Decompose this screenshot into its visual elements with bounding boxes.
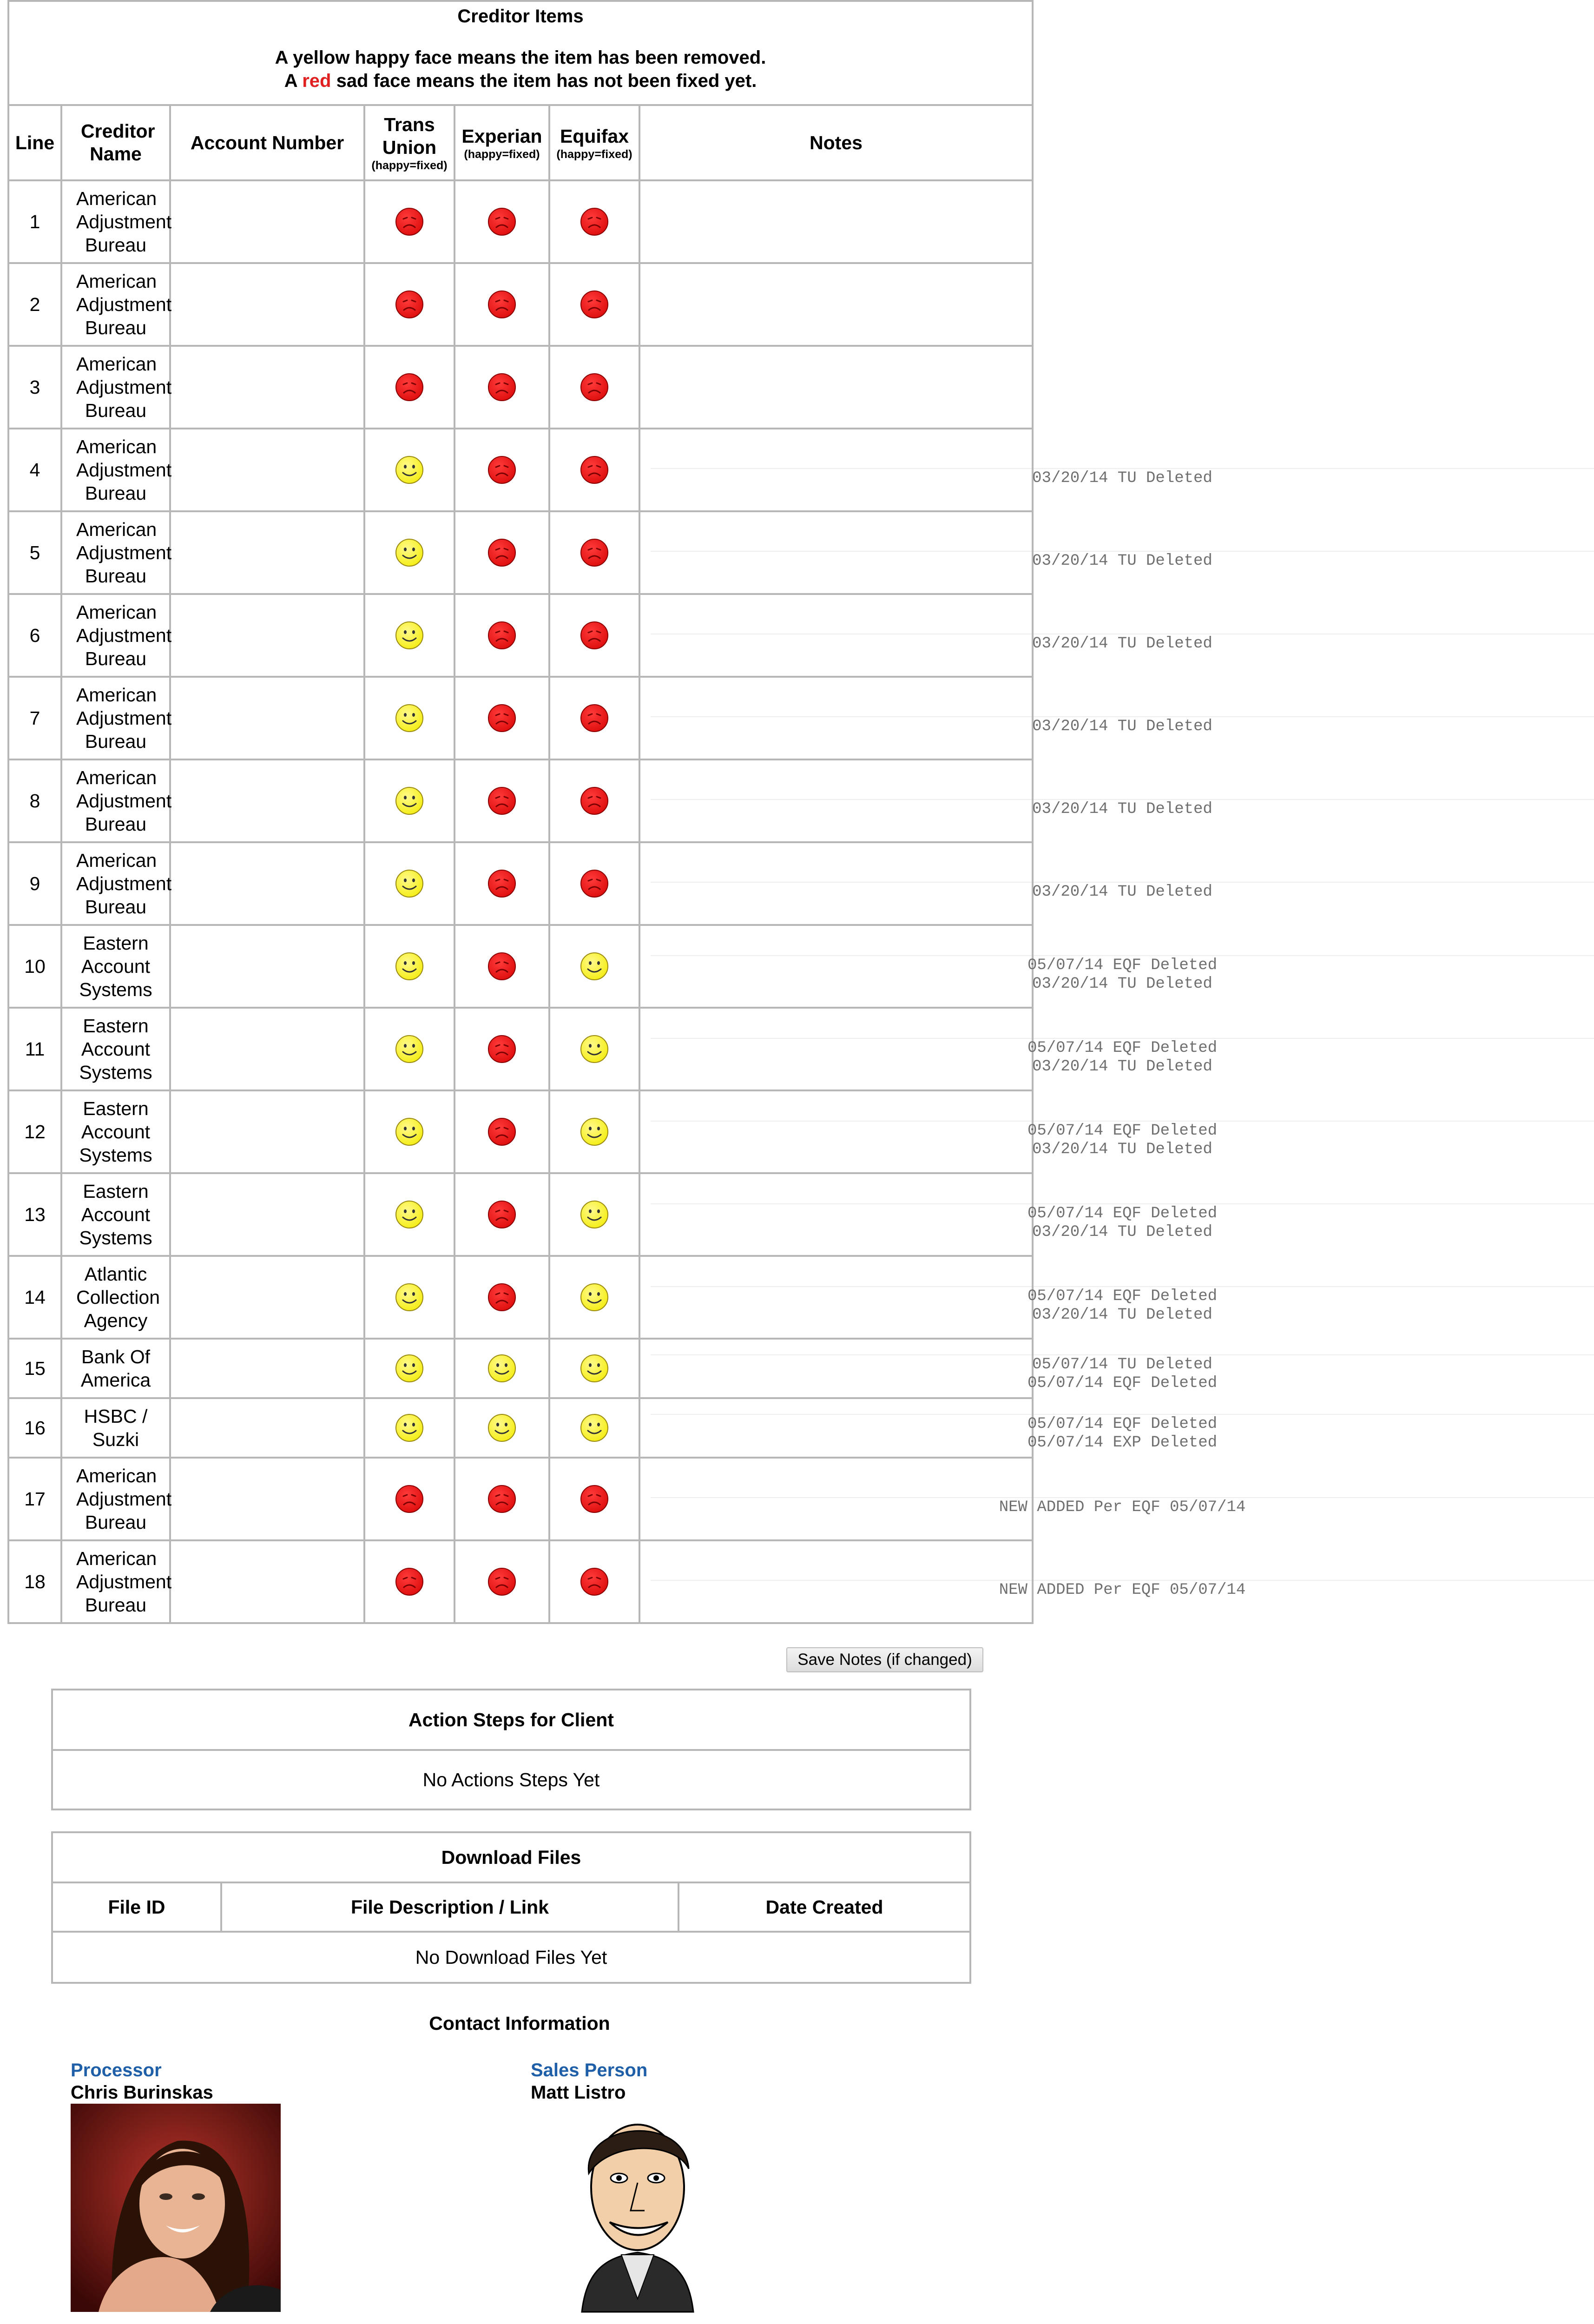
row-experian-status [454, 1090, 549, 1173]
happy-face-icon [395, 538, 424, 568]
row-creditor-name-text: American Adjustment Bureau [76, 684, 172, 752]
row-transunion-status [364, 346, 454, 429]
row-notes-textarea[interactable]: 05/07/14 EQF Deleted 03/20/14 TU Deleted [651, 1038, 1594, 1076]
row-equifax-status [549, 1008, 639, 1090]
row-creditor-name [61, 1090, 170, 1173]
sad-face-icon [487, 951, 517, 981]
row-equifax-status [549, 429, 639, 511]
row-notes-textarea[interactable]: 05/07/14 EQF Deleted 05/07/14 EXP Deleted [651, 1414, 1594, 1452]
happy-face-icon [580, 1282, 609, 1312]
happy-face-icon [487, 1413, 517, 1443]
happy-face-icon [395, 1282, 424, 1312]
row-notes-textarea[interactable]: 03/20/14 TU Deleted [651, 882, 1594, 901]
page-wrapper [7, 0, 1246, 1624]
row-experian-status [454, 1173, 549, 1256]
happy-face-icon [395, 786, 424, 816]
row-line-number: 6 [8, 594, 61, 677]
row-creditor-name-text: Atlantic Collection Agency [76, 1263, 160, 1331]
sad-face-icon [395, 207, 424, 237]
row-notes-cell [639, 594, 1212, 677]
row-notes-cell [639, 925, 1218, 1008]
row-transunion-status [364, 925, 454, 1008]
sad-face-icon [580, 207, 609, 237]
row-line-number: 4 [8, 429, 61, 511]
row-creditor-name [61, 1008, 170, 1090]
happy-face-icon [395, 1200, 424, 1229]
row-experian-status [454, 1458, 549, 1540]
row-equifax-status [549, 263, 639, 346]
sad-face-icon [487, 786, 517, 816]
happy-face-icon [580, 1353, 609, 1383]
row-notes-cell [639, 511, 1212, 594]
happy-face-icon [395, 1034, 424, 1064]
row-account-number [170, 1458, 364, 1540]
row-equifax-status [549, 1398, 639, 1458]
header-notes: Notes [639, 105, 1033, 180]
row-transunion-status [364, 1090, 454, 1173]
row-account-number [170, 180, 364, 263]
row-transunion-status [364, 180, 454, 263]
happy-face-icon [395, 1413, 424, 1443]
header-creditor-name-text: Creditor Name [81, 120, 155, 165]
sad-face-icon [487, 538, 517, 568]
row-line-number: 1 [8, 180, 61, 263]
legend-happy: A yellow happy face means the item has been removed. [275, 47, 766, 68]
action-steps-empty: No Actions Steps Yet [422, 1769, 600, 1790]
row-transunion-status [364, 1458, 454, 1540]
row-creditor-name [61, 1458, 170, 1540]
row-equifax-status [549, 180, 639, 263]
header-equifax-sub: (happy=fixed) [556, 147, 632, 161]
header-transunion-sub: (happy=fixed) [371, 159, 448, 172]
sad-face-icon [487, 1484, 517, 1514]
row-account-number [170, 1008, 364, 1090]
happy-face-icon [395, 1353, 424, 1383]
row-transunion-status [364, 263, 454, 346]
sales-role: Sales Person [531, 2060, 648, 2080]
sad-face-icon [580, 1484, 609, 1514]
row-creditor-name [61, 180, 170, 263]
happy-face-icon [580, 951, 609, 981]
row-line-number: 14 [8, 1256, 61, 1339]
row-line-number: 7 [8, 677, 61, 759]
row-notes-cell [639, 429, 1212, 511]
row-experian-status [454, 1256, 549, 1339]
header-transunion-text: Trans Union [382, 114, 437, 158]
row-line-number: 10 [8, 925, 61, 1008]
row-creditor-name-text: Eastern Account Systems [79, 932, 152, 1000]
row-account-number [170, 1256, 364, 1339]
row-line-number: 11 [8, 1008, 61, 1090]
save-notes-button[interactable]: Save Notes (if changed) [786, 1647, 983, 1672]
row-equifax-status [549, 346, 639, 429]
row-creditor-name-text: American Adjustment Bureau [76, 850, 172, 918]
sad-face-icon [580, 869, 609, 898]
row-creditor-name [61, 677, 170, 759]
processor-card [71, 2059, 281, 2314]
sad-face-icon [487, 455, 517, 485]
row-creditor-name-text: American Adjustment Bureau [76, 436, 172, 504]
row-creditor-name-text: American Adjustment Bureau [76, 188, 172, 256]
table-row [8, 429, 1033, 511]
row-notes-textarea[interactable]: NEW ADDED Per EQF 05/07/14 [651, 1497, 1594, 1517]
row-experian-status [454, 263, 549, 346]
row-line-number: 9 [8, 842, 61, 925]
row-notes-cell [639, 759, 1212, 842]
row-creditor-name [61, 511, 170, 594]
row-account-number [170, 346, 364, 429]
row-notes-textarea[interactable]: 03/20/14 TU Deleted [651, 468, 1594, 488]
row-experian-status [454, 925, 549, 1008]
row-account-number [170, 1090, 364, 1173]
row-account-number [170, 511, 364, 594]
table-row [8, 925, 1033, 1008]
processor-role: Processor [71, 2060, 162, 2080]
table-title-cell [8, 1, 1033, 105]
row-equifax-status [549, 1173, 639, 1256]
row-equifax-status [549, 511, 639, 594]
sad-face-icon [487, 290, 517, 319]
action-steps-box [51, 1689, 971, 1810]
row-line-number: 8 [8, 759, 61, 842]
legend-red-word: red [302, 71, 331, 91]
row-creditor-name-text: American Adjustment Bureau [76, 519, 172, 587]
sad-face-icon [487, 869, 517, 898]
happy-face-icon [487, 1353, 517, 1383]
row-experian-status [454, 180, 549, 263]
row-creditor-name [61, 759, 170, 842]
download-files-box [51, 1831, 971, 1984]
row-transunion-status [364, 511, 454, 594]
row-experian-status [454, 1540, 549, 1623]
row-creditor-name [61, 925, 170, 1008]
row-experian-status [454, 429, 549, 511]
header-transunion [364, 105, 454, 180]
row-creditor-name [61, 1173, 170, 1256]
sad-face-icon [580, 786, 609, 816]
row-experian-status [454, 842, 549, 925]
row-creditor-name [61, 1339, 170, 1398]
table-title: Creditor Items [457, 6, 584, 26]
col-file-description: File Description / Link [221, 1883, 678, 1932]
row-transunion-status [364, 759, 454, 842]
row-creditor-name [61, 263, 170, 346]
row-line-number: 17 [8, 1458, 61, 1540]
table-row [8, 180, 1033, 263]
row-notes-cell [639, 346, 1033, 429]
face-legend [9, 46, 1032, 92]
row-notes-cell [639, 1398, 1218, 1458]
sad-face-icon [580, 290, 609, 319]
row-creditor-name [61, 1398, 170, 1458]
header-account-number: Account Number [170, 105, 364, 180]
legend-sad-post: sad face means the item has not been fixed yet. [331, 71, 757, 91]
col-file-id: File ID [53, 1883, 221, 1932]
row-notes-cell [639, 1540, 1246, 1623]
row-notes-cell [639, 1008, 1218, 1090]
row-creditor-name-text: Eastern Account Systems [79, 1181, 152, 1248]
sales-caricature [531, 2104, 741, 2312]
table-row [8, 511, 1033, 594]
row-creditor-name-text: Bank Of America [80, 1346, 151, 1391]
row-creditor-name-text: American Adjustment Bureau [76, 767, 172, 835]
sad-face-icon [487, 1117, 517, 1147]
row-creditor-name-text: HSBC / Suzki [84, 1406, 148, 1450]
row-transunion-status [364, 1540, 454, 1623]
sad-face-icon [487, 1200, 517, 1229]
legend-sad [9, 69, 1032, 92]
table-row [8, 1256, 1033, 1339]
row-creditor-name [61, 842, 170, 925]
table-row [8, 1458, 1033, 1540]
row-equifax-status [549, 842, 639, 925]
row-account-number [170, 842, 364, 925]
row-line-number: 18 [8, 1540, 61, 1623]
row-account-number [170, 759, 364, 842]
download-files-title: Download Files [53, 1833, 969, 1883]
header-equifax-text: Equifax [560, 125, 629, 147]
row-experian-status [454, 346, 549, 429]
row-experian-status [454, 594, 549, 677]
row-equifax-status [549, 1339, 639, 1398]
row-equifax-status [549, 594, 639, 677]
creditor-rows [8, 180, 1246, 1623]
row-account-number [170, 1173, 364, 1256]
row-line-number: 15 [8, 1339, 61, 1398]
row-creditor-name [61, 1540, 170, 1623]
row-line-number: 5 [8, 511, 61, 594]
row-experian-status [454, 677, 549, 759]
header-creditor-name [61, 105, 170, 180]
happy-face-icon [395, 455, 424, 485]
row-experian-status [454, 1008, 549, 1090]
row-account-number [170, 677, 364, 759]
row-transunion-status [364, 1173, 454, 1256]
header-line: Line [8, 105, 61, 180]
row-notes-textarea[interactable]: 05/07/14 EQF Deleted 03/20/14 TU Deleted [651, 955, 1594, 993]
row-account-number [170, 429, 364, 511]
row-creditor-name [61, 1256, 170, 1339]
sad-face-icon [487, 621, 517, 650]
row-equifax-status [549, 1458, 639, 1540]
row-transunion-status [364, 842, 454, 925]
sad-face-icon [487, 207, 517, 237]
contact-title: Contact Information [429, 2013, 610, 2034]
row-notes-textarea[interactable]: 03/20/14 TU Deleted [651, 551, 1594, 570]
row-notes-cell [639, 677, 1212, 759]
row-notes-cell [639, 1458, 1246, 1540]
row-transunion-status [364, 677, 454, 759]
row-experian-status [454, 1339, 549, 1398]
row-creditor-name-text: American Adjustment Bureau [76, 1548, 172, 1616]
happy-face-icon [395, 621, 424, 650]
sad-face-icon [580, 372, 609, 402]
happy-face-icon [395, 1117, 424, 1147]
happy-face-icon [580, 1413, 609, 1443]
row-creditor-name-text: Eastern Account Systems [79, 1098, 152, 1166]
row-creditor-name-text: American Adjustment Bureau [76, 353, 172, 421]
row-notes-cell [639, 1339, 1218, 1398]
sad-face-icon [487, 372, 517, 402]
row-account-number [170, 1339, 364, 1398]
row-equifax-status [549, 1090, 639, 1173]
row-notes-textarea[interactable]: 05/07/14 EQF Deleted 03/20/14 TU Deleted [651, 1286, 1594, 1324]
download-files-table [53, 1883, 969, 1982]
happy-face-icon [395, 951, 424, 981]
row-account-number [170, 263, 364, 346]
sad-face-icon [395, 1484, 424, 1514]
row-creditor-name [61, 594, 170, 677]
sad-face-icon [395, 372, 424, 402]
sad-face-icon [580, 621, 609, 650]
row-notes-cell [639, 263, 1033, 346]
row-equifax-status [549, 759, 639, 842]
row-notes-textarea[interactable]: 03/20/14 TU Deleted [651, 634, 1594, 653]
header-experian-text: Experian [461, 125, 542, 147]
happy-face-icon [580, 1200, 609, 1229]
row-notes-cell [639, 1090, 1218, 1173]
sad-face-icon [580, 703, 609, 733]
row-experian-status [454, 759, 549, 842]
table-row [8, 677, 1033, 759]
sad-face-icon [487, 703, 517, 733]
row-notes-cell [639, 1256, 1218, 1339]
table-row [8, 842, 1033, 925]
row-line-number: 16 [8, 1398, 61, 1458]
sales-card [531, 2059, 741, 2314]
row-notes-cell [639, 1173, 1218, 1256]
sad-face-icon [580, 538, 609, 568]
row-transunion-status [364, 594, 454, 677]
row-experian-status [454, 1398, 549, 1458]
download-files-empty: No Download Files Yet [415, 1946, 607, 1968]
row-transunion-status [364, 429, 454, 511]
row-notes-cell [639, 842, 1212, 925]
table-row [8, 1339, 1033, 1398]
row-creditor-name-text: American Adjustment Bureau [76, 601, 172, 669]
table-row [8, 263, 1033, 346]
row-transunion-status [364, 1339, 454, 1398]
row-notes-textarea[interactable]: 05/07/14 TU Deleted 05/07/14 EQF Deleted [651, 1354, 1594, 1393]
row-creditor-name-text: American Adjustment Bureau [76, 271, 172, 338]
row-notes-textarea[interactable]: 05/07/14 EQF Deleted 03/20/14 TU Deleted [651, 1203, 1594, 1241]
row-notes-cell [639, 180, 1033, 263]
row-account-number [170, 594, 364, 677]
row-equifax-status [549, 1540, 639, 1623]
row-transunion-status [364, 1256, 454, 1339]
row-creditor-name-text: American Adjustment Bureau [76, 1465, 172, 1533]
col-date-created: Date Created [678, 1883, 969, 1932]
happy-face-icon [580, 1034, 609, 1064]
table-row [8, 594, 1033, 677]
row-creditor-name [61, 346, 170, 429]
happy-face-icon [580, 1117, 609, 1147]
sales-name: Matt Listro [531, 2082, 626, 2103]
row-transunion-status [364, 1008, 454, 1090]
header-experian-sub: (happy=fixed) [464, 147, 540, 161]
table-row [8, 1173, 1033, 1256]
sad-face-icon [487, 1567, 517, 1597]
row-line-number: 12 [8, 1090, 61, 1173]
table-row [8, 1398, 1033, 1458]
row-creditor-name-text: Eastern Account Systems [79, 1015, 152, 1083]
sad-face-icon [487, 1034, 517, 1064]
row-equifax-status [549, 677, 639, 759]
sad-face-icon [395, 290, 424, 319]
processor-photo [71, 2104, 281, 2312]
creditor-items-table [7, 0, 1246, 1624]
table-row [8, 1090, 1033, 1173]
table-row [8, 1008, 1033, 1090]
sad-face-icon [580, 1567, 609, 1597]
table-row [8, 759, 1033, 842]
table-row [8, 346, 1033, 429]
sad-face-icon [395, 1567, 424, 1597]
row-account-number [170, 1540, 364, 1623]
action-steps-title: Action Steps for Client [53, 1690, 969, 1751]
happy-face-icon [395, 869, 424, 898]
legend-sad-pre: A [284, 71, 303, 91]
header-equifax [549, 105, 639, 180]
row-line-number: 2 [8, 263, 61, 346]
row-account-number [170, 1398, 364, 1458]
table-row [8, 1540, 1033, 1623]
sad-face-icon [580, 455, 609, 485]
row-line-number: 13 [8, 1173, 61, 1256]
row-notes-textarea[interactable]: 05/07/14 EQF Deleted 03/20/14 TU Deleted [651, 1121, 1594, 1159]
row-notes-textarea[interactable]: NEW ADDED Per EQF 05/07/14 [651, 1580, 1594, 1599]
row-equifax-status [549, 1256, 639, 1339]
row-transunion-status [364, 1398, 454, 1458]
header-experian [454, 105, 549, 180]
row-account-number [170, 925, 364, 1008]
row-experian-status [454, 511, 549, 594]
row-notes-textarea[interactable]: 03/20/14 TU Deleted [651, 799, 1594, 819]
happy-face-icon [395, 703, 424, 733]
processor-name: Chris Burinskas [71, 2082, 213, 2103]
sad-face-icon [487, 1282, 517, 1312]
row-line-number: 3 [8, 346, 61, 429]
row-notes-textarea[interactable]: 03/20/14 TU Deleted [651, 716, 1594, 736]
row-creditor-name [61, 429, 170, 511]
row-equifax-status [549, 925, 639, 1008]
